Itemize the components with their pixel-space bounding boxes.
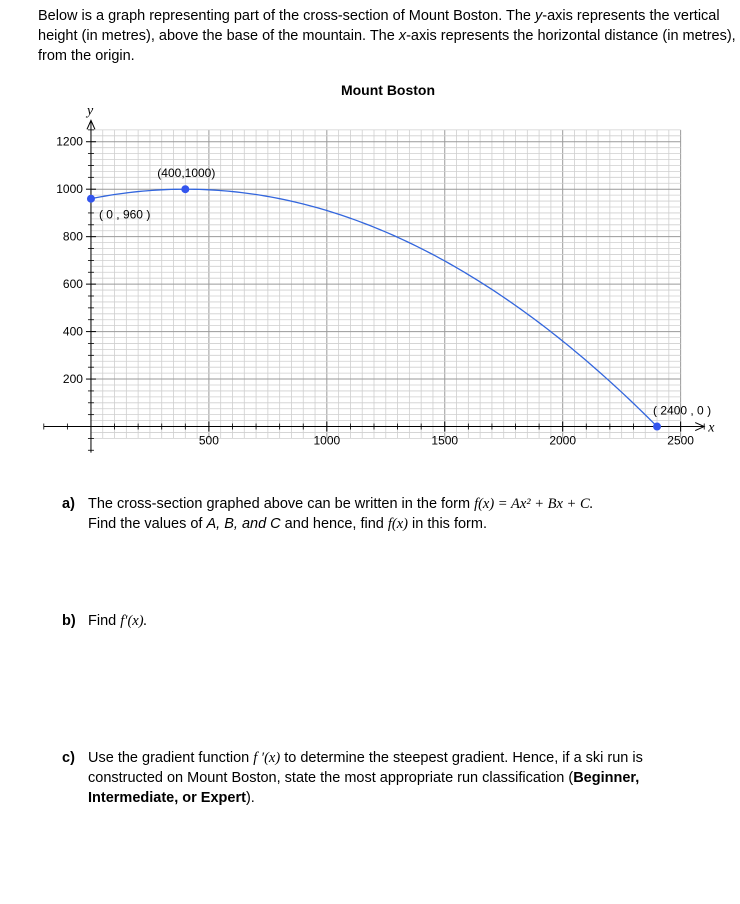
y-tick-label: 600 — [62, 277, 83, 292]
x-axis-label: x — [708, 420, 715, 436]
y-axis-label: y — [86, 103, 94, 119]
point-label: (400,1000) — [157, 166, 216, 181]
intro-x-var: x — [398, 28, 407, 44]
chart-title: Mount Boston — [340, 82, 436, 98]
point-label: ( 2400 , 0 ) — [653, 403, 712, 418]
data-point — [653, 423, 661, 431]
intro-y-var: y — [535, 8, 543, 24]
x-tick-label: 2000 — [549, 433, 577, 448]
intro-text-1: Below is a graph representing part of the cross-section of Mount Boston. The — [38, 8, 536, 24]
question-b-label: b) — [62, 613, 76, 629]
intro-text-2: -axis represents the vertical height (in metres), above the base of the mountain. The — [38, 8, 720, 44]
question-c-text-2: to determine the steepest gradient. Hence, if a ski run is — [280, 750, 643, 766]
question-c-text-1: Use the gradient function — [88, 750, 254, 766]
question-a — [62, 494, 722, 534]
question-a-label: a) — [62, 496, 75, 512]
question-a-fx: f(x) — [387, 516, 409, 532]
x-tick-label: 1000 — [313, 433, 341, 448]
question-a-vars: A, B, and C — [206, 516, 281, 532]
y-tick-label: 800 — [62, 229, 83, 244]
y-tick-label: 1200 — [56, 134, 83, 149]
x-tick-label: 500 — [198, 433, 219, 448]
x-tick-label: 2500 — [667, 433, 694, 448]
x-tick-label: 1500 — [431, 433, 459, 448]
data-point — [87, 195, 95, 203]
question-c-line-3 — [62, 788, 732, 808]
y-tick-label: 1000 — [56, 182, 83, 197]
point-label: ( 0 , 960 ) — [98, 207, 151, 222]
data-point — [181, 185, 189, 193]
question-a-form: f(x) = Ax² + Bx + C. — [474, 496, 594, 512]
y-tick-label: 200 — [62, 372, 83, 387]
question-b — [62, 611, 147, 631]
question-c-text-4: ). — [245, 790, 255, 806]
question-a-text-3: and hence, find — [280, 516, 388, 532]
question-b-text: Find — [88, 613, 121, 629]
question-a-line-2 — [62, 514, 722, 534]
question-c-label: c) — [62, 750, 75, 766]
question-c-beginner: Beginner, — [573, 770, 640, 786]
question-a-text-2: Find the values of — [88, 516, 207, 532]
question-a-text-4: in this form. — [408, 516, 487, 532]
question-c — [62, 748, 732, 808]
question-c-options: Intermediate, or Expert — [88, 790, 246, 806]
question-c-line-2 — [62, 768, 732, 788]
question-c-fprime: f ′(x) — [253, 750, 281, 766]
intro-text-3: -axis represents the horizontal distance (in metres), from the origin. — [38, 28, 736, 64]
question-c-text-3: constructed on Mount Boston, state the most appropriate run classification ( — [88, 770, 574, 786]
question-a-text-1: The cross-section graphed above can be written in the form — [88, 496, 475, 512]
y-tick-label: 400 — [62, 324, 83, 339]
question-b-math: f′(x). — [120, 613, 148, 629]
